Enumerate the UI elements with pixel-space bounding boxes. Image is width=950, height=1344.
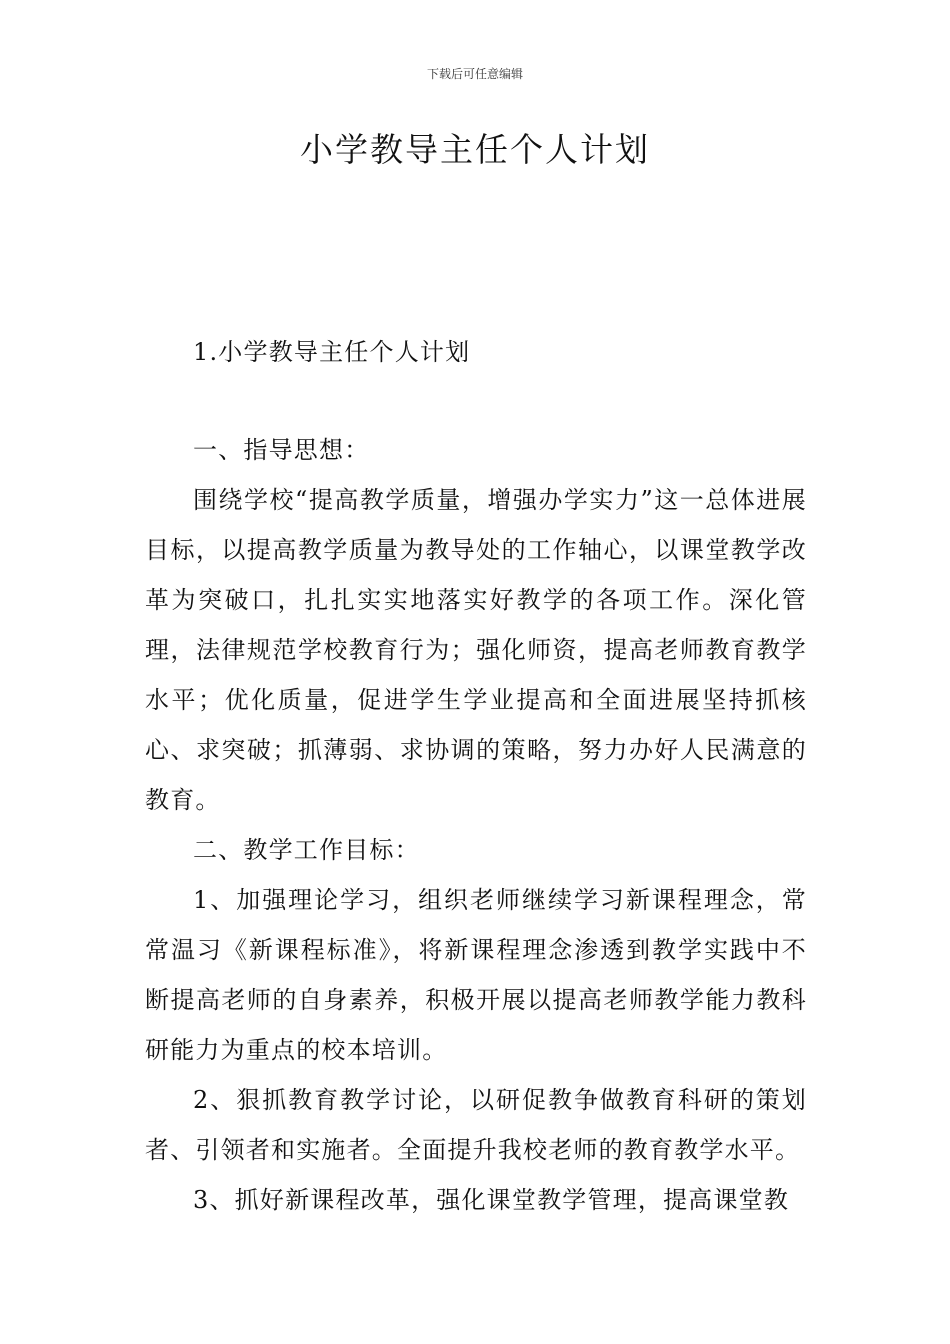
document-subtitle: 1.小学教导主任个人计划: [193, 338, 471, 366]
section-heading-teaching-goals: 二、教学工作目标：: [193, 836, 420, 864]
paragraph-goal-1: 1、加强理论学习，组织老师继续学习新课程理念，常常温习《新课程标准》，将新课程理念渗透到教学实践中不断提高老师的自身素养，积极开展以提高老师教学能力教科研能力为重点的校本培训。: [145, 886, 807, 1064]
section-heading-guiding-ideas: 一、指导思想：: [193, 436, 370, 464]
subtitle-block: [145, 327, 807, 377]
paragraph-guiding-ideas: 围绕学校“提高教学质量，增强办学实力”这一总体进展目标，以提高教学质量为教导处的工作轴心，以课堂教学改革为突破口，扎扎实实地落实好教学的各项工作。深化管理，法律规范学校教育行为；强化师资，提高老师教育教学水平；优化质量，促进学生学业提高和全面进展坚持抓核心、求突破；抓薄弱、求协调的策略，努力办好人民满意的教育。: [145, 486, 807, 814]
document-title: 小学教导主任个人计划: [300, 130, 650, 169]
paragraph-goal-2: 2、狠抓教育教学讨论，以研促教争做教育科研的策划者、引领者和实施者。全面提升我校老师的教育教学水平。: [145, 1086, 807, 1164]
document-body: [145, 425, 807, 1225]
header-note: 下载后可任意编辑: [426, 67, 523, 81]
paragraph-goal-3: 3、抓好新课程改革，强化课堂教学管理，提高课堂教: [193, 1186, 790, 1214]
